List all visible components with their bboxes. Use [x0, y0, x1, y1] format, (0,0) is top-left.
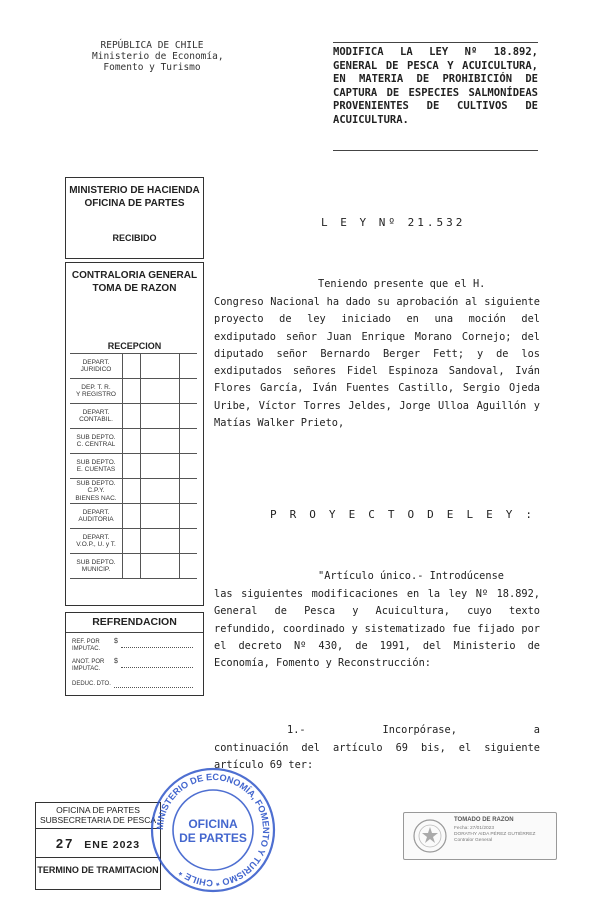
ref-por-label: [72, 639, 100, 653]
proyecto-heading: P R O Y E C T O D E L E Y :: [270, 508, 536, 521]
anot-por-label: [72, 659, 104, 673]
document-title: MODIFICA LA LEY Nº 18.892, GENERAL DE PESCA Y ACUICULTURA, EN MATERIA DE PROHIBICIÓN DE CAPTURA DE ESPECIES SALMONÍDEAS PROVENIENTES DE CULTIVOS DE ACUICULTURA.: [333, 46, 538, 126]
department-cell: [180, 404, 197, 428]
department-label: [70, 429, 123, 453]
stamp-ring-textpath: MINISTERIO DE ECONOMÍA, FOMENTO Y TURISMO * CHILE *: [154, 771, 272, 889]
ministry-line-2: Fomento y Turismo: [103, 62, 201, 73]
oficina-date: [36, 829, 160, 858]
hacienda-title-2: OFICINA DE PARTES: [84, 198, 185, 209]
contraloria-title-1: CONTRALORIA GENERAL: [71, 270, 198, 281]
ley-number: L E Y Nº 21.532: [321, 216, 466, 229]
department-cell: [141, 504, 180, 528]
department-row: [70, 528, 197, 553]
hacienda-recibido: RECIBIDO: [112, 233, 157, 243]
department-cell: [123, 354, 141, 378]
department-label-line: MUNICIP.: [81, 566, 111, 573]
department-label-line: DEPART.: [82, 358, 110, 366]
department-cell: [180, 454, 197, 478]
department-row: [70, 353, 197, 378]
department-row: [70, 503, 197, 528]
department-label: [70, 379, 123, 403]
department-label-line: C.P.Y.: [87, 487, 105, 495]
department-label: [70, 479, 123, 503]
anot-line: [121, 667, 193, 668]
department-row: [70, 553, 197, 579]
department-cell: [123, 379, 141, 403]
stamp-center-line1: OFICINA: [188, 817, 238, 831]
oficina-line2: SUBSECRETARIA DE PESCA: [39, 815, 157, 825]
department-cell: [180, 504, 197, 528]
department-label-line: SUB DEPTO.: [76, 479, 116, 487]
oficina-partes-stamp: [35, 802, 161, 890]
department-label: [70, 504, 123, 528]
department-label-line: BIENES NAC.: [75, 494, 117, 502]
department-label-line: DEP. T. R.: [81, 383, 111, 391]
department-label-line: E. CUENTAS: [76, 466, 116, 473]
razon-line-2: DORATHY AIDA PÉREZ GUTIÉRREZ: [454, 832, 536, 837]
oficina-bottom: TERMINO DE TRAMITACION: [37, 865, 159, 875]
intro-first-line: Teniendo presente que el H.: [318, 278, 486, 290]
item-1-paragraph: continuación del artículo 69 bis, el siguiente artículo 69 ter:: [214, 742, 540, 772]
department-grid: [70, 353, 197, 579]
razon-line-1: Fecha: 27/01/2023: [454, 826, 495, 831]
title-rule-top: [333, 42, 538, 43]
department-row: [70, 378, 197, 403]
razon-text: [454, 826, 552, 844]
contraloria-recepcion: RECEPCION: [107, 341, 162, 351]
deduc-label: DEDUC. DTO.: [72, 681, 111, 687]
hacienda-title-1: MINISTERIO DE HACIENDA: [69, 185, 200, 196]
hacienda-stamp: [65, 177, 204, 259]
department-cell: [180, 554, 197, 578]
department-cell: [141, 379, 180, 403]
ministry-line: Ministerio de Economía,: [92, 51, 224, 62]
department-cell: [141, 554, 180, 578]
deduc-line: [114, 687, 193, 688]
department-label-line: DEPART.: [82, 408, 110, 416]
ref-por-line2: IMPUTAC.: [72, 646, 101, 652]
department-cell: [123, 454, 141, 478]
ministry-header: [92, 40, 224, 73]
department-cell: [123, 404, 141, 428]
ref-currency: $: [114, 638, 118, 645]
toma-razon-stamp: [403, 812, 557, 860]
anot-por-line2: IMPUTAC.: [72, 666, 101, 672]
oficina-day: 27: [55, 836, 75, 851]
refrendacion-title: REFRENDACION: [66, 616, 203, 633]
department-label-line: JURIDICO: [80, 366, 112, 373]
anot-por-line1: ANOT. POR: [72, 659, 105, 665]
item-1-first-line: 1.- Incorpórase, a: [287, 724, 540, 736]
ministry-round-stamp: [148, 765, 278, 895]
ref-line: [121, 647, 193, 648]
department-cell: [123, 429, 141, 453]
contraloria-stamp: [65, 262, 204, 606]
department-cell: [123, 504, 141, 528]
department-label-line: SUB DEPTO.: [76, 433, 116, 441]
department-cell: [180, 529, 197, 553]
department-cell: [123, 479, 141, 503]
department-cell: [141, 429, 180, 453]
department-label: [70, 404, 123, 428]
department-label: [70, 454, 123, 478]
department-cell: [141, 404, 180, 428]
ref-por-line1: REF. POR: [72, 639, 100, 645]
department-label-line: AUDITORIA: [78, 516, 114, 523]
refrendacion-stamp: [65, 612, 204, 696]
department-row: [70, 453, 197, 478]
department-row: [70, 428, 197, 453]
department-cell: [141, 354, 180, 378]
department-cell: [123, 554, 141, 578]
department-cell: [141, 479, 180, 503]
oficina-month-year: ENE 2023: [84, 839, 141, 851]
department-row: [70, 403, 197, 428]
department-label: [70, 529, 123, 553]
department-cell: [180, 479, 197, 503]
department-cell: [123, 529, 141, 553]
republic-line: REPÚBLICA DE CHILE: [100, 40, 204, 51]
department-label-line: Y REGISTRO: [76, 391, 116, 398]
contraloria-seal-icon: [412, 818, 448, 854]
title-rule-bottom: [333, 150, 538, 151]
department-label-line: DEPART.: [82, 533, 110, 541]
department-row: [70, 478, 197, 503]
intro-paragraph: Congreso Nacional ha dado su aprobación al siguiente proyecto de ley iniciado en una moción del exdiputado señor Juan Enrique Morano Cornejo; del diputado señor Bernardo Berger Fett; y de los exdiputados señores Fidel Espinoza Sandoval, Iván Flores García, Iván Fuentes Castillo, Sergio Ojeda Uribe, Víctor Torres Jeldes, Jorge Ulloa Aguillón y Matías Walker Prieto,: [214, 296, 540, 430]
razon-title: TOMADO DE RAZON: [454, 817, 514, 823]
department-label-line: DEPART.: [82, 508, 110, 516]
razon-line-3: Contralor General: [454, 838, 493, 843]
department-label: [70, 354, 123, 378]
department-cell: [141, 454, 180, 478]
department-cell: [180, 379, 197, 403]
anot-currency: $: [114, 658, 118, 665]
contraloria-title-2: TOMA DE RAZON: [92, 283, 177, 294]
articulo-first-line: "Artículo único.- Introdúcense: [318, 570, 504, 582]
department-label: [70, 554, 123, 578]
department-label-line: V.O.P., U. y T.: [76, 541, 116, 548]
oficina-title: [36, 803, 160, 829]
department-label-line: SUB DEPTO.: [76, 558, 116, 566]
stamp-center-line2: DE PARTES: [179, 831, 247, 845]
department-label-line: C. CENTRAL: [76, 441, 116, 448]
department-label-line: SUB DEPTO.: [76, 458, 116, 466]
department-cell: [141, 529, 180, 553]
department-cell: [180, 429, 197, 453]
oficina-line1: OFICINA DE PARTES: [56, 805, 140, 815]
department-cell: [180, 354, 197, 378]
department-label-line: CONTABIL.: [79, 416, 113, 423]
articulo-paragraph: las siguientes modificaciones en la ley Nº 18.892, General de Pesca y Acuicultura, cuyo texto refundido, coordinado y sistematizado fue fijado por el decreto Nº 430, de 1991, del Ministerio de Economía, Fomento y Reconstrucción:: [214, 588, 540, 670]
